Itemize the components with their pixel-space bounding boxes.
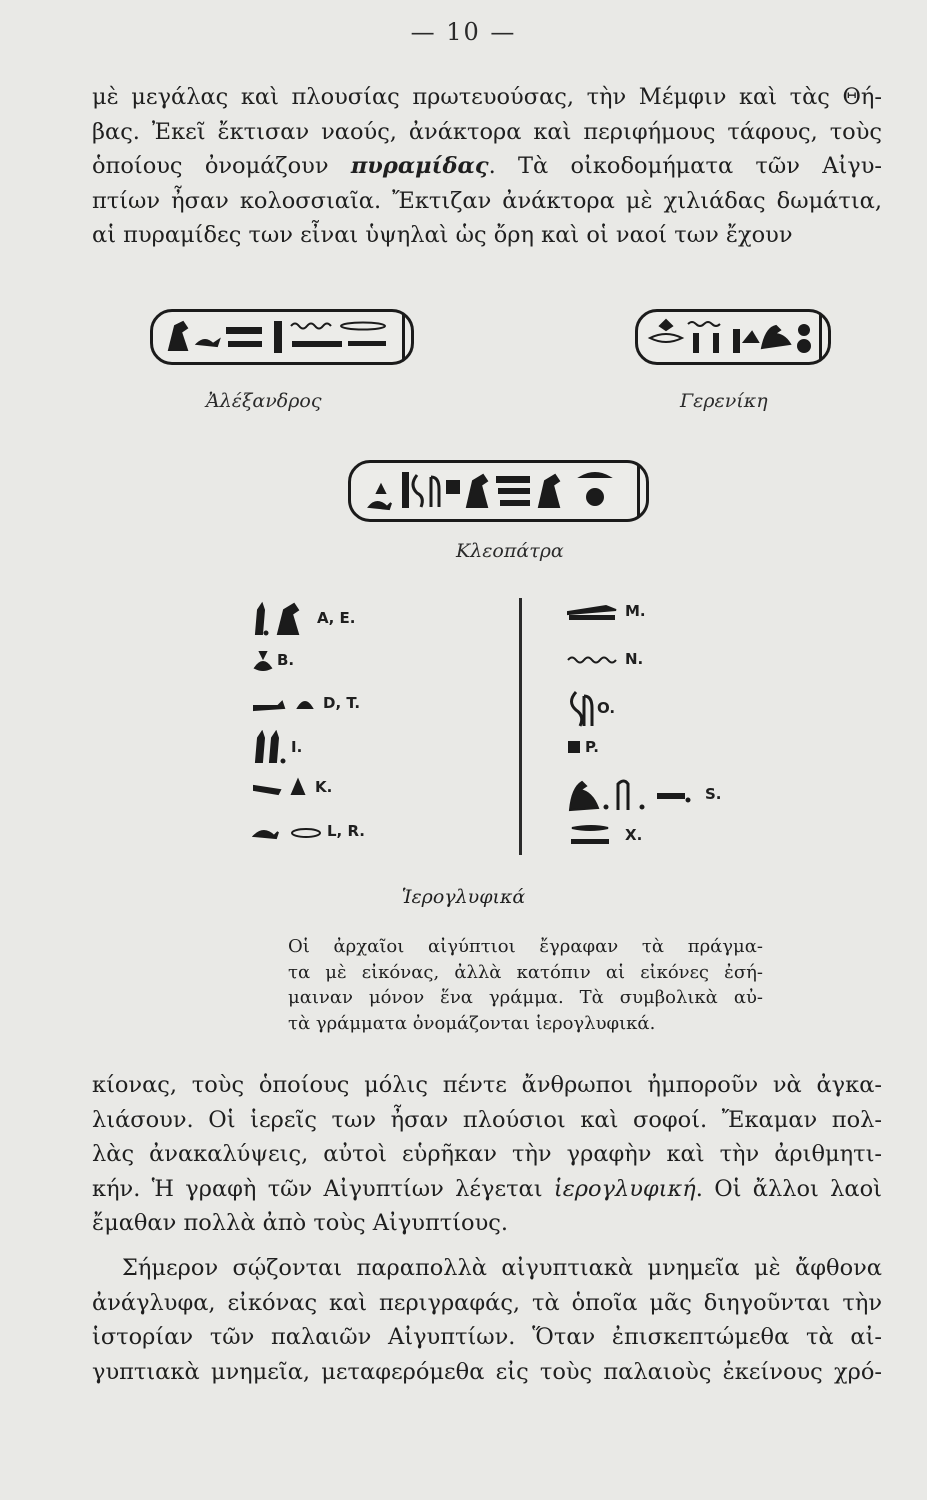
glyph-value: D, T. — [323, 694, 361, 712]
owl-bar-glyph — [566, 600, 622, 622]
cartouche-cleopatra — [348, 460, 649, 522]
text-line — [92, 149, 882, 184]
cartouche-caption-berenice: Γερενίκη — [680, 390, 768, 412]
text-line: βας. Ἐκεῖ ἔκτισαν ναούς, ἀνάκτορα καὶ περιφήμους τάφους, τοὺς — [92, 118, 882, 145]
hieroglyphs-berenice — [638, 312, 828, 362]
text-line: ἔμαθαν πολλὰ ἀπὸ τοὺς Αἰγυπτίους. — [92, 1210, 508, 1236]
hieroglyphs-alexander — [153, 312, 411, 362]
hand-and-bread-glyph — [252, 692, 320, 714]
text-run: κήν. Ἡ γραφὴ τῶν Αἰγυπτίων λέγεται — [92, 1175, 554, 1202]
glyph-value: L, R. — [327, 822, 366, 840]
figure-note — [288, 934, 763, 1036]
text-run: ὁποίους ὀνομάζουν — [92, 153, 351, 179]
glyph-key-a-e — [252, 600, 355, 636]
glyph-key-b — [252, 648, 294, 672]
cartouche-caption-alexander: Ἀλέξανδρος — [206, 390, 322, 412]
glyph-value: K. — [315, 778, 333, 796]
page-number: — 10 — — [410, 18, 517, 46]
glyph-value: X. — [625, 826, 643, 844]
text-line: ἀνάγλυφα, εἰκόνας καὶ περιγραφάς, τὰ ὁποῖα μᾶς διηγοῦνται τὴν — [92, 1289, 882, 1316]
note-line: τα μὲ εἰκόνας, ἀλλὰ κατόπιν αἱ εἰκόνες ἐσή- — [288, 961, 763, 983]
glyph-key-n — [566, 650, 643, 668]
glyph-key-divider — [519, 598, 522, 855]
glyph-key-i — [252, 730, 302, 764]
double-reed-glyph — [252, 730, 288, 764]
glyph-value: P. — [585, 738, 599, 756]
text-line: μὲ μεγάλας καὶ πλουσίας πρωτευούσας, τὴν Μέμφιν καὶ τὰς Θή- — [92, 84, 882, 110]
text-line: Σήμερον σῴζονται παραπολλὰ αἰγυπτιακὰ μνημεῖα μὲ ἄφθονα — [122, 1255, 882, 1281]
paragraph-bottom — [92, 1251, 882, 1389]
basket-glyph — [252, 776, 312, 798]
glyph-key-o — [566, 688, 615, 728]
glyph-value: I. — [291, 738, 303, 756]
glyph-value: O. — [597, 699, 616, 717]
text-line: ἱστορίαν τῶν παλαιῶν Αἰγυπτίων. Ὅταν ἐπισκεπτώμεθα τὰ αἰ- — [92, 1324, 882, 1350]
text-line: λὰς ἀνακαλύψεις, αὐτοὶ εὑρῆκαν τὴν γραφὴν καὶ τὴν ἀριθμητι- — [92, 1141, 882, 1167]
text-line — [92, 1172, 882, 1207]
rope-loop-glyph — [566, 688, 594, 728]
note-line: Οἱ ἀρχαῖοι αἰγύπτιοι ἔγραφαν τὰ πράγμα- — [288, 936, 763, 957]
text-line: κίονας, τοὺς ὁποίους μόλις πέντε ἄνθρωποι ἠμποροῦν νὰ ἀγκα- — [92, 1072, 882, 1098]
glyph-value: Α, Ε. — [317, 609, 356, 627]
figure-caption: Ἱερογλυφικά — [401, 886, 526, 908]
goose-cloth-bolt-glyph — [566, 774, 702, 814]
emphasized-term: ἱερογλυφική — [553, 1175, 696, 1202]
text-line: αἱ πυραμίδες των εἶναι ὑψηλαὶ ὡς ὄρη καὶ οἱ ναοί των ἔχουν — [92, 222, 793, 248]
text-line: λιάσουν. Οἱ ἱερεῖς των ἦσαν πλούσιοι καὶ σοφοί. Ἔκαμαν πολ- — [92, 1106, 882, 1133]
glyph-key-d-t — [252, 692, 360, 714]
glyph-key-m — [566, 600, 646, 622]
text-run: . Τὰ οἰκοδομήματα τῶν Αἰγυ- — [488, 153, 882, 179]
note-line: μαιναν μόνον ἕνα γράμμα. Τὰ συμβολικὰ αὐ- — [288, 987, 763, 1008]
glyph-key-p — [566, 738, 599, 756]
cartouche-caption-cleopatra: Κλεοπάτρα — [456, 540, 564, 562]
water-glyph — [566, 650, 622, 668]
glyph-key-l-r — [252, 820, 365, 842]
hieroglyphs-cleopatra — [351, 463, 646, 519]
text-line: γυπτιακὰ μνημεῖα, μεταφερόμεθα εἰς τοὺς παλαιοὺς ἐκείνους χρό- — [92, 1358, 882, 1385]
cartouche-berenice — [635, 309, 831, 365]
glyph-value: N. — [625, 650, 644, 668]
basket-and-bolt-glyph — [566, 822, 622, 848]
foot-glyph — [252, 648, 274, 672]
emphasized-term: πυραμίδας — [350, 153, 489, 179]
lion-and-mouth-glyph — [252, 820, 324, 842]
reed-and-vulture-glyph — [252, 600, 314, 636]
glyph-value: M. — [625, 602, 646, 620]
glyph-key-k — [252, 776, 332, 798]
text-run: . Οἱ ἄλλοι λαοὶ — [695, 1175, 882, 1202]
text-line: πτίων ἦσαν κολοσσιαῖα. Ἔκτιζαν ἀνάκτορα μὲ χιλιάδας δωμάτια, — [92, 187, 882, 214]
glyph-key-x — [566, 822, 642, 848]
glyph-key-s — [566, 774, 722, 814]
note-line: τὰ γράμματα ὀνομάζονται ἱερογλυφικά. — [288, 1012, 656, 1034]
paragraph-middle — [92, 1068, 882, 1241]
glyph-value: Β. — [277, 651, 295, 669]
glyph-value: S. — [705, 785, 722, 803]
paragraph-top — [92, 80, 882, 253]
stool-glyph — [566, 739, 582, 755]
cartouche-alexander — [150, 309, 414, 365]
